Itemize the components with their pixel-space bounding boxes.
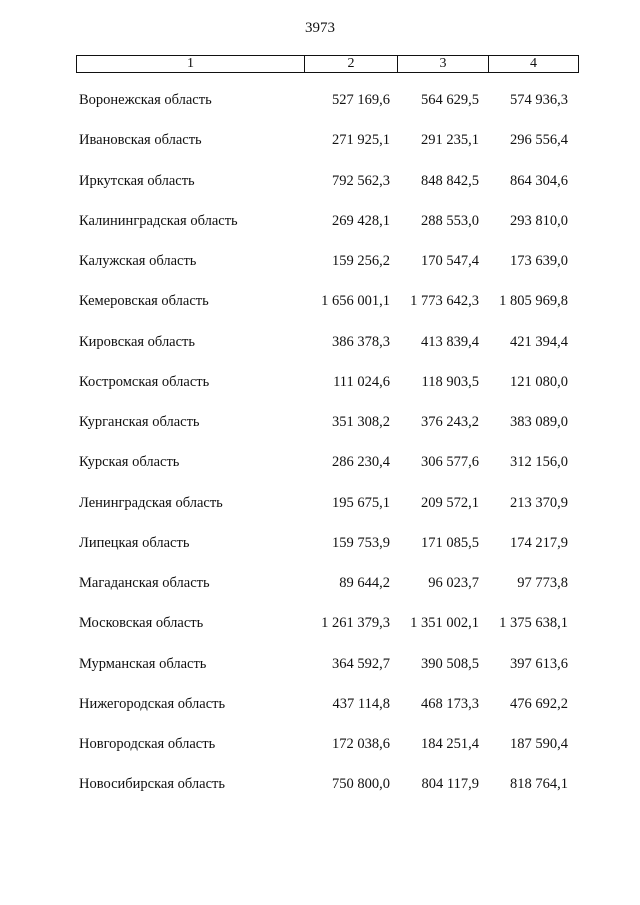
value-col-2: 172 038,6 bbox=[332, 736, 390, 752]
table-row bbox=[76, 730, 574, 770]
value-col-2: 195 675,1 bbox=[332, 494, 390, 511]
page-number: 3973 bbox=[305, 20, 335, 36]
region-name: Иркутская область bbox=[79, 172, 195, 189]
value-col-3: 288 553,0 bbox=[421, 212, 479, 229]
value-col-3: 468 173,3 bbox=[421, 695, 479, 712]
value-col-4: 173 639,0 bbox=[510, 253, 568, 269]
value-col-4: 97 773,8 bbox=[517, 575, 568, 591]
table-row bbox=[76, 86, 574, 126]
region-name: Курганская область bbox=[79, 414, 200, 430]
value-col-4: 312 156,0 bbox=[510, 454, 568, 471]
value-col-4: 818 764,1 bbox=[510, 776, 568, 793]
region-name: Калужская область bbox=[79, 253, 197, 269]
value-col-3: 804 117,9 bbox=[421, 776, 479, 793]
value-col-3: 118 903,5 bbox=[421, 373, 479, 390]
region-name: Калининградская область bbox=[79, 212, 238, 229]
value-col-2: 792 562,3 bbox=[332, 172, 390, 189]
value-col-2: 527 169,6 bbox=[332, 92, 390, 108]
region-name: Костромская область bbox=[79, 373, 210, 390]
value-col-3: 291 235,1 bbox=[421, 132, 479, 149]
header-col-4: 4 bbox=[489, 56, 579, 73]
table-row bbox=[76, 167, 574, 207]
table-row bbox=[76, 529, 574, 569]
value-col-4: 476 692,2 bbox=[510, 695, 568, 712]
value-col-4: 121 080,0 bbox=[510, 373, 568, 390]
value-col-4: 864 304,6 bbox=[510, 172, 568, 189]
region-name: Кировская область bbox=[79, 333, 196, 350]
value-col-2: 159 256,2 bbox=[332, 253, 390, 269]
value-col-3: 171 085,5 bbox=[421, 534, 479, 551]
table-row bbox=[76, 770, 574, 810]
region-name: Ленинградская область bbox=[79, 494, 223, 511]
table-row bbox=[76, 489, 574, 529]
value-col-4: 397 613,6 bbox=[510, 655, 568, 672]
region-name: Магаданская область bbox=[79, 575, 210, 591]
region-name: Новосибирская область bbox=[79, 776, 225, 793]
region-name: Мурманская область bbox=[79, 655, 207, 672]
value-col-3: 209 572,1 bbox=[421, 494, 479, 511]
value-col-2: 159 753,9 bbox=[332, 534, 390, 551]
value-col-2: 269 428,1 bbox=[332, 212, 390, 229]
region-name: Кемеровская область bbox=[79, 293, 209, 310]
table-row bbox=[76, 448, 574, 488]
value-col-3: 306 577,6 bbox=[421, 454, 479, 471]
table-row bbox=[76, 207, 574, 247]
value-col-2: 351 308,2 bbox=[332, 414, 390, 430]
value-col-2: 1 656 001,1 bbox=[321, 293, 390, 310]
value-col-4: 187 590,4 bbox=[510, 736, 568, 752]
value-col-4: 1 805 969,8 bbox=[499, 293, 568, 310]
value-col-4: 296 556,4 bbox=[510, 132, 568, 149]
header-col-1: 1 bbox=[77, 56, 305, 73]
value-col-2: 386 378,3 bbox=[332, 333, 390, 350]
table-row bbox=[76, 609, 574, 649]
value-col-2: 111 024,6 bbox=[333, 373, 390, 390]
value-col-3: 1 773 642,3 bbox=[410, 293, 479, 310]
header-col-2: 2 bbox=[305, 56, 398, 73]
table-row bbox=[76, 690, 574, 730]
region-name: Воронежская область bbox=[79, 92, 212, 108]
region-name: Курская область bbox=[79, 454, 180, 471]
table-row bbox=[76, 569, 574, 609]
value-col-2: 437 114,8 bbox=[332, 695, 390, 712]
table-row bbox=[76, 328, 574, 368]
region-name: Новгородская область bbox=[79, 736, 216, 752]
value-col-2: 364 592,7 bbox=[332, 655, 390, 672]
table-row bbox=[76, 247, 574, 287]
region-name: Московская область bbox=[79, 615, 204, 632]
value-col-3: 848 842,5 bbox=[421, 172, 479, 189]
value-col-3: 564 629,5 bbox=[421, 92, 479, 108]
value-col-3: 96 023,7 bbox=[428, 575, 479, 591]
value-col-2: 271 925,1 bbox=[332, 132, 390, 149]
value-col-2: 1 261 379,3 bbox=[321, 615, 390, 632]
table-row bbox=[76, 287, 574, 327]
region-name: Ивановская область bbox=[79, 132, 202, 149]
value-col-4: 174 217,9 bbox=[510, 534, 568, 551]
table-row bbox=[76, 650, 574, 690]
value-col-4: 383 089,0 bbox=[510, 414, 568, 430]
value-col-2: 286 230,4 bbox=[332, 454, 390, 471]
table-header bbox=[76, 55, 579, 73]
value-col-2: 750 800,0 bbox=[332, 776, 390, 793]
value-col-3: 1 351 002,1 bbox=[410, 615, 479, 632]
value-col-4: 293 810,0 bbox=[510, 212, 568, 229]
value-col-3: 390 508,5 bbox=[421, 655, 479, 672]
value-col-3: 376 243,2 bbox=[421, 414, 479, 430]
table-row bbox=[76, 126, 574, 166]
value-col-3: 184 251,4 bbox=[421, 736, 479, 752]
region-name: Липецкая область bbox=[79, 534, 190, 551]
value-col-4: 1 375 638,1 bbox=[499, 615, 568, 632]
region-name: Нижегородская область bbox=[79, 695, 226, 712]
header-col-3: 3 bbox=[398, 56, 489, 73]
table-row bbox=[76, 368, 574, 408]
value-col-4: 421 394,4 bbox=[510, 333, 568, 350]
value-col-4: 574 936,3 bbox=[510, 92, 568, 108]
value-col-3: 170 547,4 bbox=[421, 253, 479, 269]
table-row bbox=[76, 408, 574, 448]
value-col-3: 413 839,4 bbox=[421, 333, 479, 350]
value-col-2: 89 644,2 bbox=[339, 575, 390, 591]
value-col-4: 213 370,9 bbox=[510, 494, 568, 511]
table-body bbox=[76, 86, 574, 811]
